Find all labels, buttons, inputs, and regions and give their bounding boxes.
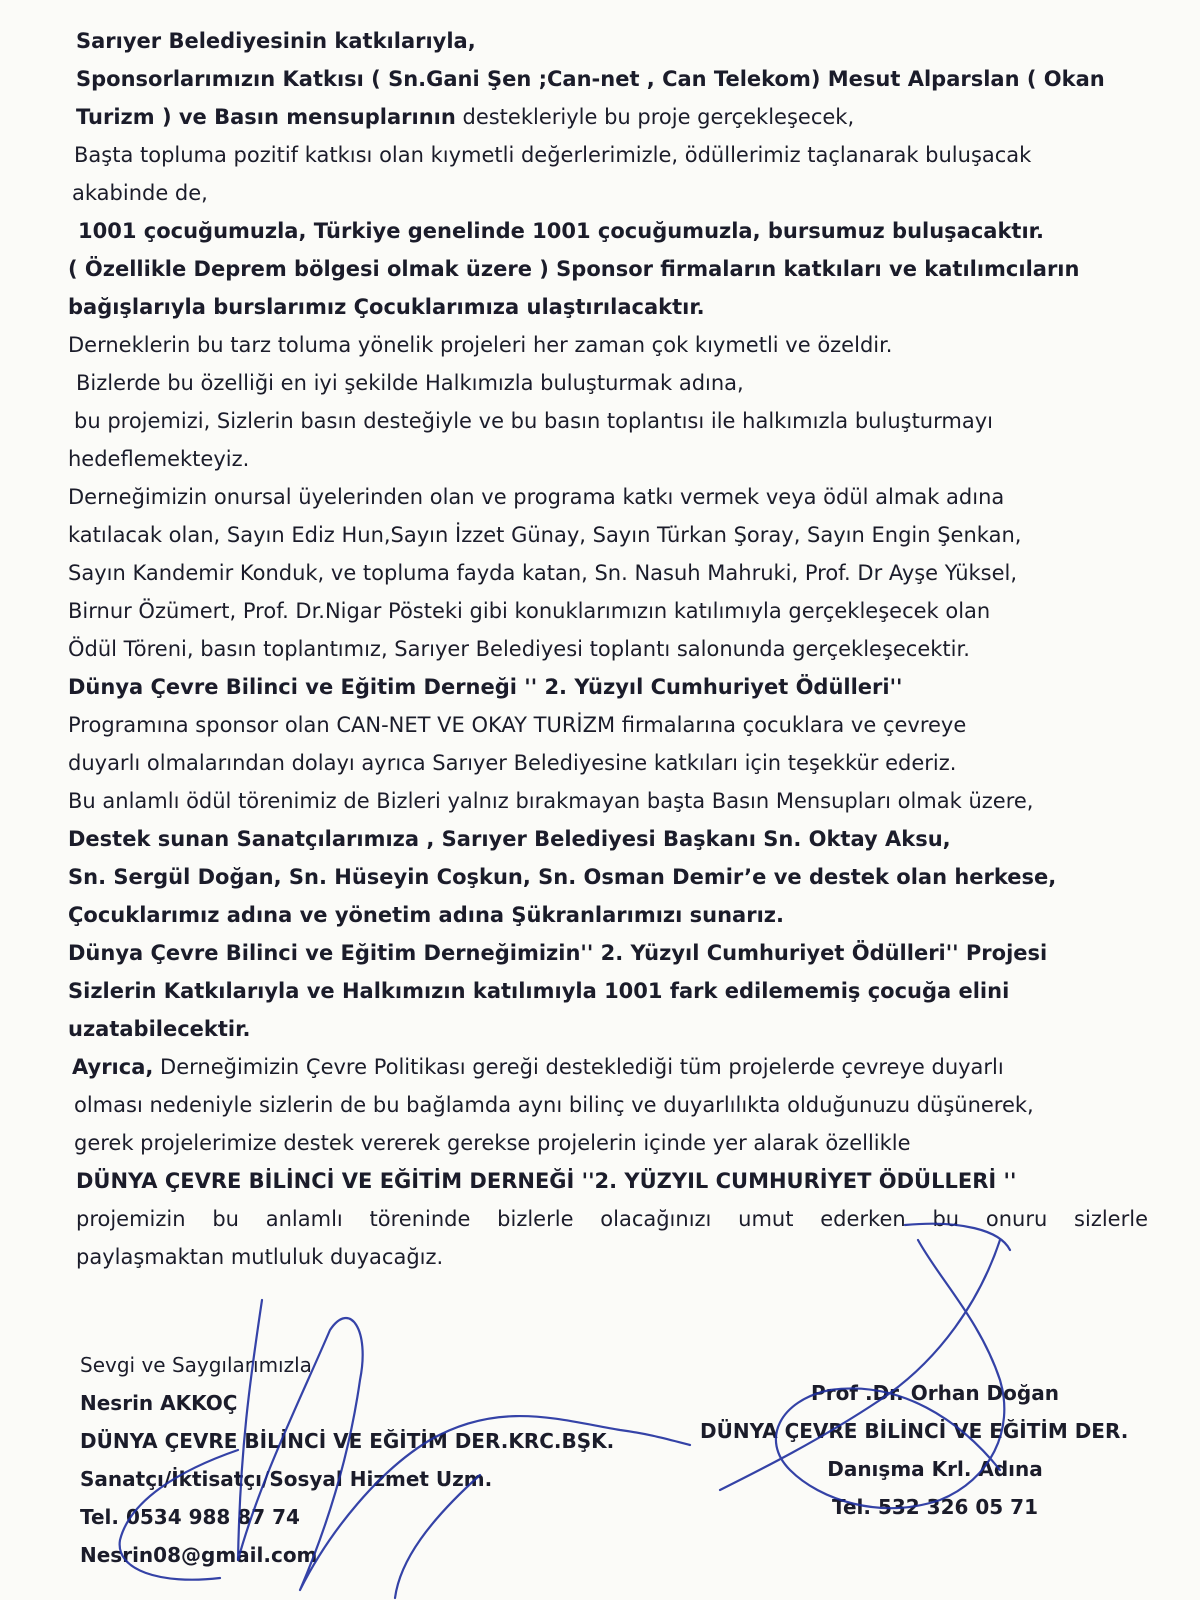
text-line: Birnur Özümert, Prof. Dr.Nigar Pösteki gibi konuklarımızın katılımıyla gerçekleşecek olan [68,599,991,623]
text-line: Sizlerin Katkılarıyla ve Halkımızın katılımıyla 1001 fark edilememiş çocuğa elini [68,979,1010,1003]
text-line: duyarlı olmalarından dolayı ayrıca Sarıyer Belediyesine katkıları için teşekkür ederiz. [68,751,957,775]
signatory-name: Prof .Dr. Orhan Doğan [811,1381,1059,1405]
text-line: akabinde de, [72,181,208,205]
signatory-phone: Tel. 0534 988 87 74 [80,1505,300,1529]
text-span: destekleriyle bu proje gerçekleşecek, [455,105,855,129]
text-line: Bu anlamlı ödül törenimiz de Bizleri yalnız bırakmayan başta Basın Mensupları olmak üzere, [68,789,1034,813]
text-line: katılacak olan, Sayın Ediz Hun,Sayın İzzet Günay, Sayın Türkan Şoray, Sayın Engin Şenkan, [68,523,1022,547]
text-line: Başta topluma pozitif katkısı olan kıymetli değerlerimizle, ödüllerimiz taçlanarak buluşacak [74,143,1032,167]
signatory-title: DÜNYA ÇEVRE BİLİNCİ VE EĞİTİM DER.KRC.BŞK. [80,1429,615,1453]
signature-block-left [80,1346,614,1574]
text-line: Ödül Töreni, basın toplantımız, Sarıyer Belediyesi toplantı salonunda gerçekleşecektir. [68,637,970,661]
text-line: Destek sunan Sanatçılarımıza , Sarıyer Belediyesi Başkanı Sn. Oktay Aksu, [68,827,951,851]
text-line: uzatabilecektir. [68,1017,251,1041]
text-line: bu projemizi, Sizlerin basın desteğiyle ve bu basın toplantısı ile halkımızla buluşturmayı [74,409,993,433]
text-line: Çocuklarımız adına ve yönetim adına Şükranlarımızı sunarız. [68,903,784,927]
text-line: gerek projelerimize destek vererek gerekse projelerin içinde yer alarak özellikle [74,1131,911,1155]
text-line: DÜNYA ÇEVRE BİLİNCİ VE EĞİTİM DERNEĞİ ''2. YÜZYIL CUMHURİYET ÖDÜLLERİ '' [76,1169,1017,1193]
text-line: Sn. Sergül Doğan, Sn. Hüseyin Coşkun, Sn. Osman Demir’e ve destek olan herkese, [68,865,1057,889]
signature-block-right [700,1374,1170,1526]
text-span: Derneğimizin Çevre Politikası gereği desteklediği tüm projelerde çevreye duyarlı [153,1055,1004,1079]
text-line: ( Özellikle Deprem bölgesi olmak üzere ) Sponsor firmaların katkıları ve katılımcıların [68,257,1080,281]
text-line: olması nedeniyle sizlerin de bu bağlamda aynı bilinç ve duyarlılıkta olduğunuzu düşünerek, [74,1093,1034,1117]
text-line: paylaşmaktan mutluluk duyacağız. [76,1245,444,1269]
text-line: Sayın Kandemir Konduk, ve topluma fayda katan, Sn. Nasuh Mahruki, Prof. Dr Ayşe Yüksel, [68,561,1018,585]
text-line: Bizlerde bu özelliği en iyi şekilde Halkımızla buluşturmak adına, [76,371,744,395]
text-span: Turizm ) ve Basın mensuplarının [76,105,456,129]
text-line: Dünya Çevre Bilinci ve Eğitim Derneğimizin'' 2. Yüzyıl Cumhuriyet Ödülleri'' Projesi [68,941,1048,965]
text-line: Dünya Çevre Bilinci ve Eğitim Derneği '' 2. Yüzyıl Cumhuriyet Ödülleri'' [68,675,903,699]
text-line: Derneklerin bu tarz toluma yönelik projeleri her zaman çok kıymetli ve özeldir. [68,333,893,357]
letter-body [68,22,1148,1276]
signatory-email: Nesrin08@gmail.com [80,1543,318,1567]
text-line: bağışlarıyla burslarımız Çocuklarımıza ulaştırılacaktır. [68,295,705,319]
signatory-phone: Tel. 532 326 05 71 [831,1495,1038,1519]
text-line: projemizin bu anlamlı töreninde bizlerle olacağınızı umut ederken bu onuru sizlerle [76,1207,1148,1231]
text-line: Sponsorlarımızın Katkısı ( Sn.Gani Şen ;Can-net , Can Telekom) Mesut Alparslan ( Okan [76,67,1105,91]
text-line: 1001 çocuğumuzla, Türkiye genelinde 1001 çocuğumuzla, bursumuz buluşacaktır. [78,219,1045,243]
signatory-name: Nesrin AKKOÇ [80,1391,238,1415]
closing-text: Sevgi ve Saygılarımızla [80,1353,312,1377]
signatory-role: Danışma Krl. Adına [827,1457,1043,1481]
text-line: Sarıyer Belediyesinin katkılarıyla, [76,29,476,53]
text-line [68,1048,1148,1086]
text-line: hedeflemekteyiz. [68,447,250,471]
signatory-organization: DÜNYA ÇEVRE BİLİNCİ VE EĞİTİM DER. [700,1419,1129,1443]
text-line: Derneğimizin onursal üyelerinden olan ve programa katkı vermek veya ödül almak adına [68,485,1005,509]
text-line [68,98,1148,136]
text-span: Ayrıca, [72,1055,154,1079]
text-line: Programına sponsor olan CAN-NET VE OKAY TURİZM firmalarına çocuklara ve çevreye [68,713,967,737]
signatory-profession: Sanatçı/İktisatçı/Sosyal Hizmet Uzm. [80,1467,493,1491]
